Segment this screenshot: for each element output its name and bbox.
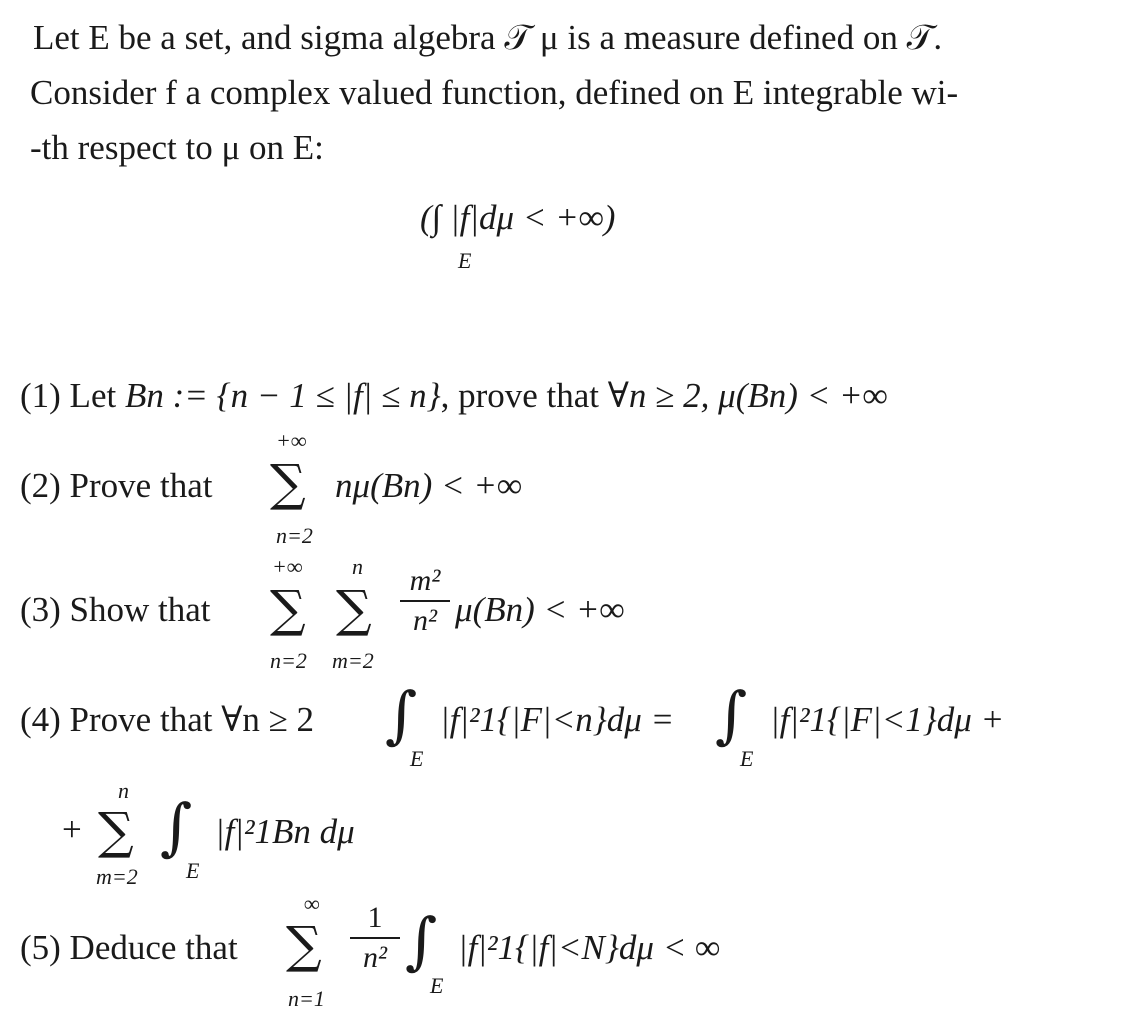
q1-claim: ∀n ≥ 2, μ(Bn) < +∞ xyxy=(607,376,888,415)
q4-integral2-icon: ∫ xyxy=(715,678,748,751)
q1-text: , prove that xyxy=(440,376,608,415)
q5-expression: |f|²1{|f|<N}dμ < ∞ xyxy=(458,928,721,967)
q3-sum2-upper: n xyxy=(352,554,363,579)
q3-fraction xyxy=(400,566,450,636)
condition-integral-domain: E xyxy=(458,248,472,273)
q2-sigma-icon: ∑ xyxy=(270,454,306,512)
q5-sigma-icon: ∑ xyxy=(286,916,322,974)
q3-frac-num: m² xyxy=(409,564,441,597)
q5-fraction xyxy=(350,903,400,973)
q2-expression: nμ(Bn) < +∞ xyxy=(335,466,522,505)
q3-sum2-lower: m=2 xyxy=(332,648,374,673)
q4-integral1-icon: ∫ xyxy=(385,678,418,751)
q3-sigma2-icon: ∑ xyxy=(336,580,372,638)
q5-integral-icon: ∫ xyxy=(405,904,438,977)
question-2-label: (2) Prove that xyxy=(20,466,213,505)
question-3-label: (3) Show that xyxy=(20,590,211,629)
q4-continuation-plus: + xyxy=(62,810,82,849)
intro-line-1: Let E be a set, and sigma algebra 𝒯 μ is a measure defined on 𝒯. xyxy=(33,18,943,57)
q5-frac-bar xyxy=(350,937,400,939)
question-5-label: (5) Deduce that xyxy=(20,928,238,967)
q4-integral1-domain: E xyxy=(410,746,424,771)
question-4-label: (4) Prove that ∀n ≥ 2 xyxy=(20,700,315,739)
q4-sigma-icon: ∑ xyxy=(98,802,134,860)
q2-sum-lower: n=2 xyxy=(276,523,313,548)
q4-expression-2: |f|²1{|F|<1}dμ + xyxy=(770,700,1005,739)
q5-frac-num: 1 xyxy=(367,901,383,934)
q3-sum1-upper: +∞ xyxy=(272,554,303,579)
q1-set-definition: Bn := {n − 1 ≤ |f| ≤ n} xyxy=(124,376,441,415)
q5-sum-upper: ∞ xyxy=(304,891,320,916)
q3-frac-den: n² xyxy=(413,604,437,637)
question-1 xyxy=(20,378,888,413)
q5-integral-domain: E xyxy=(430,973,444,998)
intro-line-2: Consider f a complex valued function, defined on E integrable wi- xyxy=(30,73,959,112)
q4-integral3-domain: E xyxy=(186,858,200,883)
q4-sum-lower: m=2 xyxy=(96,864,138,889)
q4-expression-3: |f|²1Bn dμ xyxy=(215,812,355,851)
q1-label: (1) Let xyxy=(20,376,125,415)
q4-expression-1: |f|²1{|F|<n}dμ = xyxy=(440,700,675,739)
q3-frac-bar xyxy=(400,600,450,602)
q3-sigma1-icon: ∑ xyxy=(270,580,306,638)
q5-sum-lower: n=1 xyxy=(288,986,325,1011)
q3-expression: μ(Bn) < +∞ xyxy=(455,590,625,629)
q2-sum-upper: +∞ xyxy=(276,428,307,453)
intro-line-3: -th respect to μ on E: xyxy=(30,128,324,167)
q4-sum-upper: n xyxy=(118,778,129,803)
q4-integral3-icon: ∫ xyxy=(160,790,193,863)
integrability-condition: (∫ |f|dμ < +∞) xyxy=(420,198,616,237)
q3-sum1-lower: n=2 xyxy=(270,648,307,673)
q5-frac-den: n² xyxy=(363,941,387,974)
q4-integral2-domain: E xyxy=(740,746,754,771)
